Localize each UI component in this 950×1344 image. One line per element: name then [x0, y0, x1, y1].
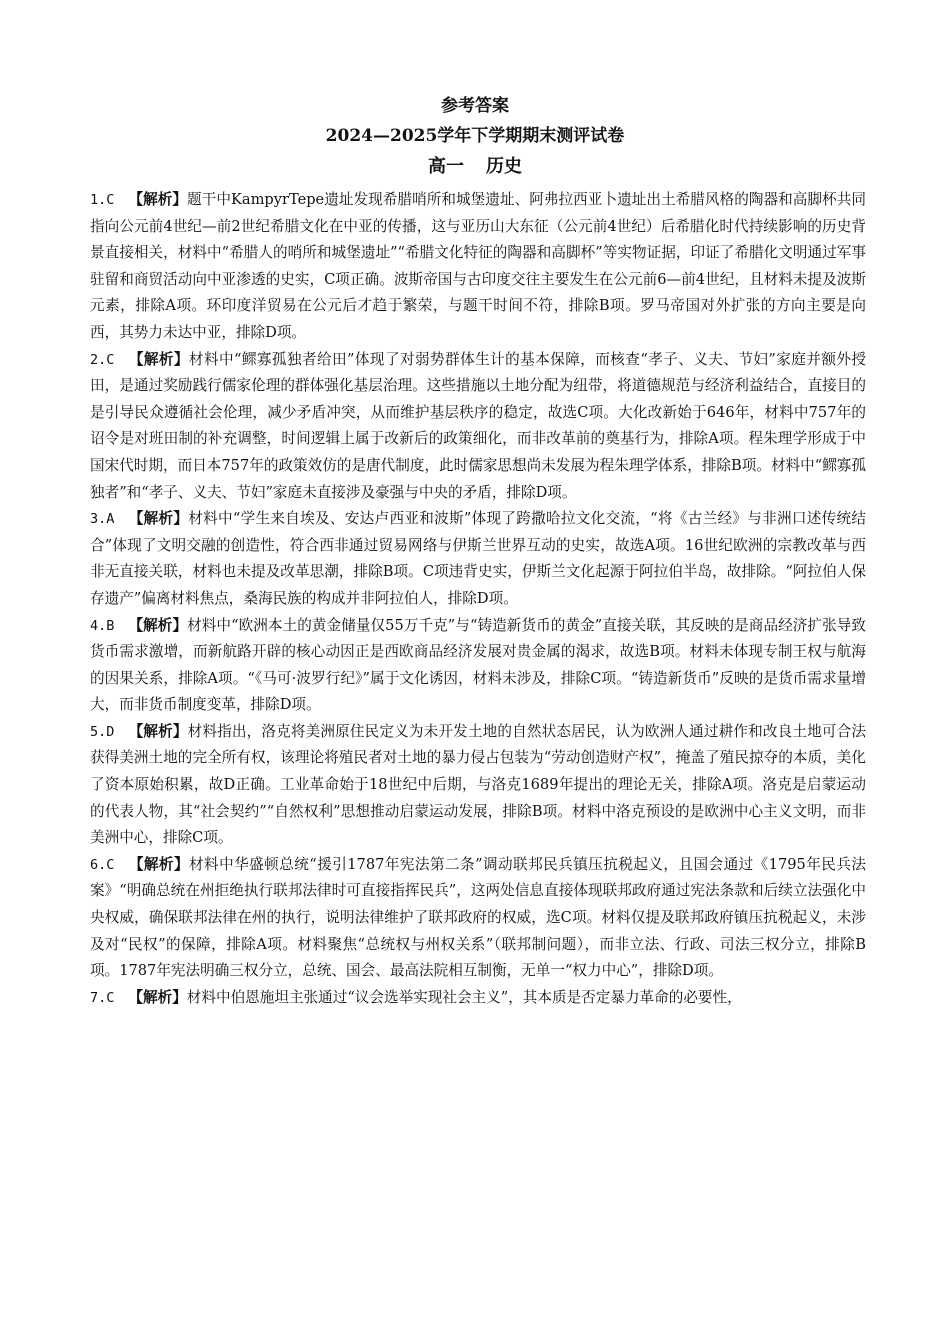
answer-number: 3.	[90, 511, 107, 528]
answer-choice: C	[106, 192, 115, 208]
analysis-tag: 【解析】	[128, 988, 187, 1006]
answer-item-6	[90, 852, 866, 985]
answer-item-5	[90, 719, 866, 852]
analysis-tag: 【解析】	[128, 350, 189, 368]
analysis-text: 材料中伯恩施坦主张通过“议会选举实现社会主义”，其本质是否定暴力革命的必要性，	[186, 988, 742, 1006]
answer-list	[90, 187, 866, 1011]
answer-number: 2.	[90, 351, 107, 368]
analysis-tag: 【解析】	[128, 510, 189, 528]
answer-choice: C	[106, 856, 115, 873]
exam-title: 2024—2025学年下学期期末测评试卷	[325, 126, 625, 146]
answer-item-3	[90, 506, 866, 612]
analysis-tag: 【解析】	[128, 722, 188, 740]
answer-choice: D	[106, 723, 115, 740]
doc-title: 参考答案	[441, 96, 509, 116]
answer-number: 7.	[90, 989, 107, 1006]
analysis-text: 材料中华盛顿总统“援引1787年宪法第二条”调动联邦民兵镇压抗税起义，且国会通过《1795年民兵法案》“明确总统在州拒绝执行联邦法律时可直接指挥民兵”，这两处信息直接体现联邦政府通过宪法条款和后续立法强化中央权威，确保联邦法律在州的执行，说明法律维护了联邦政府的权威，选C项。材料仅提及联邦政府镇压抗税起义，未涉及对“民权”的保障，排除A项。材料聚焦“总统权与州权关系”（联邦制问题），而非立法、行政、司法三权分立，排除B项。1787年宪法明确三权分立，总统、国会、最高法院相互制衡，无单一“权力中心”，排除D项。	[90, 855, 866, 980]
subject-label: 历史	[486, 156, 522, 177]
analysis-text: 材料指出，洛克将美洲原住民定义为未开发土地的自然状态居民，认为欧洲人通过耕作和改良土地可合法获得美洲土地的完全所有权，该理论将殖民者对土地的暴力侵占包装为“劳动创造财产权”，掩盖了殖民掠夺的本质，美化了资本原始积累，故D正确。工业革命始于18世纪中后期，与洛克1689年提出的理论无关，排除A项。洛克是启蒙运动的代表人物，其“社会契约”“自然权利”思想推动启蒙运动发展，排除B项。材料中洛克预设的是欧洲中心主义文明，而非美洲中心，排除C项。	[90, 722, 866, 847]
analysis-tag: 【解析】	[128, 616, 188, 634]
answer-number: 5.	[90, 723, 107, 740]
grade-label: 高一	[428, 156, 464, 177]
answer-number: 6.	[90, 856, 107, 873]
answer-choice: C	[106, 351, 115, 368]
analysis-text: 材料中“学生来自埃及、安达卢西亚和波斯”体现了跨撒哈拉文化交流，“将《古兰经》与非洲口述传统结合”体现了文明交融的创造性，符合西非通过贸易网络与伊斯兰世界互动的史实，故选A项。16世纪欧洲的宗教改革与西非无直接关联，材料也未提及改革思潮，排除B项。C项违背史实，伊斯兰文化起源于阿拉伯半岛，故排除。“阿拉伯人保存遗产”偏离材料焦点，桑海民族的构成并非阿拉伯人，排除D项。	[90, 510, 866, 607]
analysis-text: 材料中“欧洲本土的黄金储量仅55万千克”与“铸造新货币的黄金”直接关联，其反映的是商品经济扩张导致货币需求激增，而新航路开辟的核心动因正是西欧商品经济发展对贵金属的渴求，故选B项。材料未体现专制王权与航海的因果关系，排除A项。“《马可·波罗行纪》”属于文化诱因，材料未涉及，排除C项。“铸造新货币”反映的是货币需求量增大，而非货币制度变革，排除D项。	[90, 616, 866, 714]
grade-subject	[0, 154, 950, 180]
answer-item-1	[90, 187, 866, 347]
answer-choice: B	[106, 617, 115, 634]
answer-choice: C	[106, 989, 115, 1006]
answer-item-4	[90, 613, 866, 719]
answer-item-7	[90, 985, 866, 1012]
analysis-tag: 【解析】	[128, 191, 188, 208]
analysis-text: 题干中KampyrTepe遗址发现希腊哨所和城堡遗址、阿弗拉西亚卜遗址出土希腊风格的陶器和高脚杯共同指向公元前4世纪—前2世纪希腊文化在中亚的传播，这与亚历山大东征（公元前4世纪）后希腊化时代持续影响的历史背景直接相关，材料中“希腊人的哨所和城堡遗址”“希腊文化特征的陶器和高脚杯”等实物证据，印证了希腊化文明通过军事驻留和商贸活动向中亚渗透的史实，C项正确。波斯帝国与古印度交往主要发生在公元前6—前4世纪，且材料未提及波斯元素，排除A项。环印度洋贸易在公元后才趋于繁荣，与题干时间不符，排除B项。罗马帝国对外扩张的方向主要是向西，其势力未达中亚，排除D项。	[90, 191, 866, 341]
analysis-text: 材料中“鳏寡孤独者给田”体现了对弱势群体生计的基本保障，而核查“孝子、义夫、节妇”家庭并额外授田，是通过奖励践行儒家伦理的群体强化基层治理。这些措施以土地分配为纽带，将道德规范与经济利益结合，直接目的是引导民众遵循社会伦理，减少矛盾冲突，从而维护基层秩序的稳定，故选C项。大化改新始于646年，材料中757年的诏令是对班田制的补充调整，时间逻辑上属于改新后的政策细化，而非改革前的奠基行为，排除A项。程朱理学形成于中国宋代时期，而日本757年的政策效仿的是唐代制度，此时儒家思想尚未发展为程朱理学体系，排除B项。材料中“鳏寡孤独者”和“孝子、义夫、节妇”家庭未直接涉及豪强与中央的矛盾，排除D项。	[90, 350, 866, 501]
analysis-tag: 【解析】	[128, 855, 189, 873]
answer-number: 4.	[90, 617, 107, 634]
answer-number: 1.	[90, 192, 107, 208]
answer-item-2	[90, 347, 866, 507]
answer-choice: A	[106, 511, 115, 528]
